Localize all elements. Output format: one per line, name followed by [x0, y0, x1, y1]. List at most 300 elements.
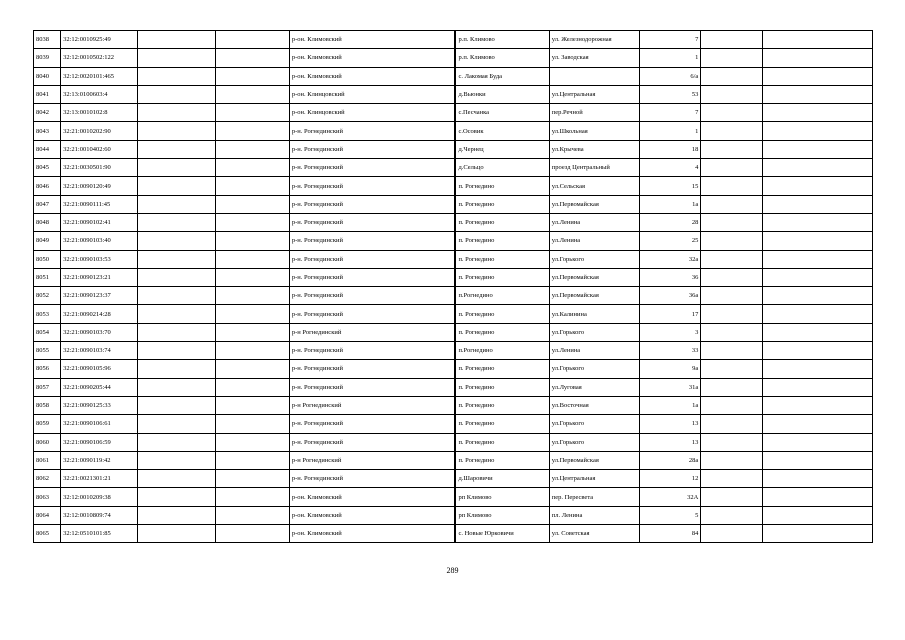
cadastral-number-cell: 32:21:0090119:42 [61, 451, 138, 469]
row-number-cell: 8062 [34, 470, 61, 488]
blank-col-b-cell [215, 122, 289, 140]
row-number-cell: 8044 [34, 140, 61, 158]
table-row [34, 67, 873, 85]
blank-col-a-cell [138, 305, 215, 323]
blank-col-a-cell [138, 470, 215, 488]
locality-cell: п. Рогнедино [456, 360, 549, 378]
locality-cell: п. Рогнедино [456, 451, 549, 469]
street-cell: ул.Горького [549, 433, 639, 451]
blank-col-b-cell [215, 213, 289, 231]
cadastral-number-cell: 32:21:0090125:33 [61, 396, 138, 414]
locality-cell: п. Рогнедино [456, 415, 549, 433]
table-row [34, 31, 873, 49]
blank-col-e-cell [762, 268, 872, 286]
house-number-cell: 25 [640, 232, 701, 250]
district-cell: р-н. Рогнединский [289, 122, 455, 140]
district-cell: р-н Рогнединский [289, 323, 455, 341]
blank-col-b-cell [215, 342, 289, 360]
blank-col-e-cell [762, 415, 872, 433]
district-cell: р-он. Климовский [289, 506, 455, 524]
house-number-cell: 53 [640, 85, 701, 103]
cadastral-number-cell: 32:21:0090102:41 [61, 213, 138, 231]
locality-cell: п.Рогнедино [456, 287, 549, 305]
blank-col-d-cell [701, 195, 762, 213]
street-cell: ул.Первомайская [549, 287, 639, 305]
blank-col-d-cell [701, 287, 762, 305]
blank-col-b-cell [215, 67, 289, 85]
blank-col-e-cell [762, 305, 872, 323]
blank-col-b-cell [215, 49, 289, 67]
locality-cell: п. Рогнедино [456, 396, 549, 414]
house-number-cell: 3 [640, 323, 701, 341]
cadastral-number-cell: 32:21:0090123:21 [61, 268, 138, 286]
blank-col-d-cell [701, 342, 762, 360]
table-row [34, 49, 873, 67]
table-row [34, 122, 873, 140]
blank-col-a-cell [138, 122, 215, 140]
blank-col-b-cell [215, 378, 289, 396]
district-cell: р-н Рогнединский [289, 396, 455, 414]
cadastral-number-cell: 32:12:0010502:122 [61, 49, 138, 67]
locality-cell: с. Новые Юрковичи [456, 525, 549, 543]
blank-col-e-cell [762, 360, 872, 378]
row-number-cell: 8046 [34, 177, 61, 195]
blank-col-d-cell [701, 250, 762, 268]
district-cell: р-н. Рогнединский [289, 470, 455, 488]
blank-col-a-cell [138, 433, 215, 451]
cadastral-number-cell: 32:21:0090205:44 [61, 378, 138, 396]
cadastral-number-cell: 32:21:0090106:61 [61, 415, 138, 433]
blank-col-a-cell [138, 31, 215, 49]
row-number-cell: 8048 [34, 213, 61, 231]
table-row [34, 159, 873, 177]
blank-col-b-cell [215, 488, 289, 506]
blank-col-a-cell [138, 378, 215, 396]
street-cell: ул.Сельская [549, 177, 639, 195]
blank-col-b-cell [215, 177, 289, 195]
locality-cell: д.Шаровичи [456, 470, 549, 488]
row-number-cell: 8058 [34, 396, 61, 414]
street-cell: пер. Пересвета [549, 488, 639, 506]
house-number-cell: 1а [640, 396, 701, 414]
district-cell: р-н. Рогнединский [289, 232, 455, 250]
blank-col-b-cell [215, 415, 289, 433]
house-number-cell: 18 [640, 140, 701, 158]
cadastral-number-cell: 32:21:0010402:60 [61, 140, 138, 158]
row-number-cell: 8047 [34, 195, 61, 213]
blank-col-e-cell [762, 250, 872, 268]
locality-cell: п. Рогнедино [456, 250, 549, 268]
locality-cell: п. Рогнедино [456, 177, 549, 195]
blank-col-d-cell [701, 49, 762, 67]
row-number-cell: 8064 [34, 506, 61, 524]
blank-col-d-cell [701, 488, 762, 506]
district-cell: р-он. Климовский [289, 525, 455, 543]
blank-col-a-cell [138, 250, 215, 268]
cadastral-number-cell: 32:12:0510101:85 [61, 525, 138, 543]
district-cell: р-он. Климовский [289, 67, 455, 85]
blank-col-a-cell [138, 525, 215, 543]
street-cell: ул.Первомайская [549, 268, 639, 286]
house-number-cell: 13 [640, 433, 701, 451]
street-cell [549, 67, 639, 85]
district-cell: р-н Рогнединский [289, 451, 455, 469]
table-row [34, 360, 873, 378]
house-number-cell: 7 [640, 104, 701, 122]
cadastral-number-cell: 32:21:0090103:70 [61, 323, 138, 341]
street-cell: пл. Ленина [549, 506, 639, 524]
row-number-cell: 8056 [34, 360, 61, 378]
blank-col-e-cell [762, 232, 872, 250]
blank-col-a-cell [138, 342, 215, 360]
locality-cell: р.п. Климово [456, 31, 549, 49]
house-number-cell: 17 [640, 305, 701, 323]
table-row [34, 433, 873, 451]
cadastral-number-cell: 32:21:0010202:90 [61, 122, 138, 140]
cadastral-number-cell: 32:21:0090105:96 [61, 360, 138, 378]
street-cell: ул.Ленина [549, 342, 639, 360]
blank-col-a-cell [138, 287, 215, 305]
table-row [34, 342, 873, 360]
row-number-cell: 8042 [34, 104, 61, 122]
house-number-cell: 32а [640, 250, 701, 268]
blank-col-d-cell [701, 122, 762, 140]
blank-col-d-cell [701, 415, 762, 433]
district-cell: р-н. Рогнединский [289, 177, 455, 195]
street-cell: ул.Первомайская [549, 195, 639, 213]
street-cell: ул.Первомайская [549, 451, 639, 469]
table-row [34, 287, 873, 305]
blank-col-a-cell [138, 451, 215, 469]
locality-cell: д.Чернец [456, 140, 549, 158]
blank-col-d-cell [701, 104, 762, 122]
blank-col-a-cell [138, 140, 215, 158]
table-body [34, 31, 873, 543]
cadastral-number-cell: 32:12:0010209:38 [61, 488, 138, 506]
blank-col-b-cell [215, 159, 289, 177]
blank-col-a-cell [138, 268, 215, 286]
cadastral-number-cell: 32:21:0090111:45 [61, 195, 138, 213]
table-row [34, 232, 873, 250]
table-row [34, 525, 873, 543]
table-row [34, 323, 873, 341]
blank-col-b-cell [215, 506, 289, 524]
blank-col-e-cell [762, 140, 872, 158]
house-number-cell: 1 [640, 122, 701, 140]
house-number-cell: 5 [640, 506, 701, 524]
district-cell: р-он. Клинцовский [289, 85, 455, 103]
row-number-cell: 8049 [34, 232, 61, 250]
locality-cell: р.п. Климово [456, 49, 549, 67]
blank-col-d-cell [701, 525, 762, 543]
house-number-cell: 36 [640, 268, 701, 286]
table-row [34, 104, 873, 122]
row-number-cell: 8061 [34, 451, 61, 469]
locality-cell: п. Рогнедино [456, 268, 549, 286]
street-cell: ул.Крычева [549, 140, 639, 158]
locality-cell: п. Рогнедино [456, 378, 549, 396]
district-cell: р-н. Рогнединский [289, 378, 455, 396]
blank-col-e-cell [762, 525, 872, 543]
table-row [34, 415, 873, 433]
locality-cell: п. Рогнедино [456, 232, 549, 250]
district-cell: р-н. Рогнединский [289, 360, 455, 378]
locality-cell: с.Песчанка [456, 104, 549, 122]
blank-col-e-cell [762, 451, 872, 469]
blank-col-a-cell [138, 67, 215, 85]
blank-col-d-cell [701, 396, 762, 414]
cadastral-number-cell: 32:13:0100603:4 [61, 85, 138, 103]
house-number-cell: 1а [640, 195, 701, 213]
street-cell: ул.Восточная [549, 396, 639, 414]
district-cell: р-н. Рогнединский [289, 433, 455, 451]
blank-col-b-cell [215, 232, 289, 250]
blank-col-a-cell [138, 415, 215, 433]
table-row [34, 396, 873, 414]
locality-cell: п. Рогнедино [456, 323, 549, 341]
blank-col-b-cell [215, 305, 289, 323]
row-number-cell: 8055 [34, 342, 61, 360]
blank-col-e-cell [762, 488, 872, 506]
blank-col-b-cell [215, 140, 289, 158]
row-number-cell: 8060 [34, 433, 61, 451]
locality-cell: с.Осовик [456, 122, 549, 140]
blank-col-e-cell [762, 396, 872, 414]
blank-col-e-cell [762, 159, 872, 177]
blank-col-a-cell [138, 85, 215, 103]
house-number-cell: 84 [640, 525, 701, 543]
street-cell: ул.Школьная [549, 122, 639, 140]
district-cell: р-н. Рогнединский [289, 415, 455, 433]
street-cell: ул.Калинина [549, 305, 639, 323]
street-cell: ул.Горького [549, 323, 639, 341]
street-cell: ул. Заводская [549, 49, 639, 67]
locality-cell: рп Климово [456, 506, 549, 524]
cadastral-number-cell: 32:21:0090103:53 [61, 250, 138, 268]
district-cell: р-н. Рогнединский [289, 268, 455, 286]
street-cell: ул.Горького [549, 250, 639, 268]
blank-col-a-cell [138, 360, 215, 378]
street-cell: ул.Луговая [549, 378, 639, 396]
cadastral-number-cell: 32:21:0030501:90 [61, 159, 138, 177]
house-number-cell: 31а [640, 378, 701, 396]
blank-col-e-cell [762, 378, 872, 396]
row-number-cell: 8039 [34, 49, 61, 67]
street-cell: проезд Центральный [549, 159, 639, 177]
cadastral-number-cell: 32:12:0020101:465 [61, 67, 138, 85]
blank-col-d-cell [701, 177, 762, 195]
cadastral-number-cell: 32:12:0010809:74 [61, 506, 138, 524]
cadastral-number-cell: 32:21:0090120:49 [61, 177, 138, 195]
district-cell: р-н. Рогнединский [289, 250, 455, 268]
blank-col-d-cell [701, 378, 762, 396]
blank-col-b-cell [215, 104, 289, 122]
cadastral-number-cell: 32:12:0010925:49 [61, 31, 138, 49]
blank-col-d-cell [701, 360, 762, 378]
house-number-cell: 7 [640, 31, 701, 49]
row-number-cell: 8045 [34, 159, 61, 177]
blank-col-b-cell [215, 525, 289, 543]
row-number-cell: 8057 [34, 378, 61, 396]
cadastral-number-cell: 32:21:0021301:21 [61, 470, 138, 488]
row-number-cell: 8059 [34, 415, 61, 433]
cadastral-number-cell: 32:21:0090214:28 [61, 305, 138, 323]
row-number-cell: 8050 [34, 250, 61, 268]
blank-col-e-cell [762, 85, 872, 103]
row-number-cell: 8054 [34, 323, 61, 341]
blank-col-a-cell [138, 213, 215, 231]
locality-cell: п. Рогнедино [456, 213, 549, 231]
blank-col-e-cell [762, 195, 872, 213]
blank-col-d-cell [701, 451, 762, 469]
blank-col-d-cell [701, 213, 762, 231]
district-cell: р-он. Клинцовский [289, 104, 455, 122]
house-number-cell: 6/а [640, 67, 701, 85]
blank-col-a-cell [138, 195, 215, 213]
blank-col-a-cell [138, 159, 215, 177]
blank-col-d-cell [701, 506, 762, 524]
blank-col-b-cell [215, 287, 289, 305]
house-number-cell: 12 [640, 470, 701, 488]
house-number-cell: 1 [640, 49, 701, 67]
blank-col-a-cell [138, 396, 215, 414]
street-cell: ул.Ленина [549, 213, 639, 231]
blank-col-b-cell [215, 323, 289, 341]
blank-col-a-cell [138, 104, 215, 122]
blank-col-a-cell [138, 323, 215, 341]
table-row [34, 177, 873, 195]
blank-col-e-cell [762, 31, 872, 49]
blank-col-b-cell [215, 451, 289, 469]
row-number-cell: 8053 [34, 305, 61, 323]
house-number-cell: 28а [640, 451, 701, 469]
row-number-cell: 8038 [34, 31, 61, 49]
blank-col-d-cell [701, 305, 762, 323]
row-number-cell: 8065 [34, 525, 61, 543]
locality-cell: д.Вьюнки [456, 85, 549, 103]
blank-col-d-cell [701, 140, 762, 158]
district-cell: р-н. Рогнединский [289, 305, 455, 323]
blank-col-a-cell [138, 488, 215, 506]
blank-col-e-cell [762, 49, 872, 67]
blank-col-e-cell [762, 213, 872, 231]
street-cell: ул.Ленина [549, 232, 639, 250]
blank-col-a-cell [138, 232, 215, 250]
cadastral-number-cell: 32:21:0090106:59 [61, 433, 138, 451]
blank-col-d-cell [701, 159, 762, 177]
district-cell: р-н. Рогнединский [289, 140, 455, 158]
street-cell: ул.Горького [549, 415, 639, 433]
blank-col-e-cell [762, 323, 872, 341]
blank-col-e-cell [762, 104, 872, 122]
house-number-cell: 32А [640, 488, 701, 506]
row-number-cell: 8041 [34, 85, 61, 103]
locality-cell: д.Сельцо [456, 159, 549, 177]
blank-col-e-cell [762, 506, 872, 524]
street-cell: ул. Железнодорожная [549, 31, 639, 49]
district-cell: р-н. Рогнединский [289, 342, 455, 360]
page-number: 289 [446, 566, 459, 575]
row-number-cell: 8043 [34, 122, 61, 140]
blank-col-d-cell [701, 433, 762, 451]
locality-cell: рп Климово [456, 488, 549, 506]
blank-col-a-cell [138, 49, 215, 67]
table-row [34, 378, 873, 396]
table-row [34, 213, 873, 231]
house-number-cell: 9а [640, 360, 701, 378]
blank-col-e-cell [762, 67, 872, 85]
locality-cell: п. Рогнедино [456, 195, 549, 213]
blank-col-b-cell [215, 268, 289, 286]
blank-col-b-cell [215, 360, 289, 378]
locality-cell: п.Рогнедино [456, 342, 549, 360]
table-row [34, 506, 873, 524]
table-row [34, 488, 873, 506]
street-cell: ул.Горького [549, 360, 639, 378]
blank-col-d-cell [701, 232, 762, 250]
table-row [34, 140, 873, 158]
row-number-cell: 8040 [34, 67, 61, 85]
district-cell: р-н. Рогнединский [289, 195, 455, 213]
blank-col-d-cell [701, 67, 762, 85]
blank-col-b-cell [215, 433, 289, 451]
district-cell: р-н. Рогнединский [289, 159, 455, 177]
house-number-cell: 15 [640, 177, 701, 195]
row-number-cell: 8063 [34, 488, 61, 506]
cadastral-number-cell: 32:13:0010102:8 [61, 104, 138, 122]
house-number-cell: 36а [640, 287, 701, 305]
blank-col-e-cell [762, 287, 872, 305]
house-number-cell: 28 [640, 213, 701, 231]
district-cell: р-он. Климовский [289, 49, 455, 67]
table-row [34, 250, 873, 268]
district-cell: р-н. Рогнединский [289, 213, 455, 231]
table-row [34, 451, 873, 469]
locality-cell: п. Рогнедино [456, 433, 549, 451]
blank-col-e-cell [762, 177, 872, 195]
blank-col-e-cell [762, 342, 872, 360]
blank-col-b-cell [215, 195, 289, 213]
district-cell: р-н. Рогнединский [289, 287, 455, 305]
blank-col-d-cell [701, 85, 762, 103]
blank-col-e-cell [762, 433, 872, 451]
blank-col-b-cell [215, 85, 289, 103]
blank-col-a-cell [138, 506, 215, 524]
row-number-cell: 8052 [34, 287, 61, 305]
blank-col-a-cell [138, 177, 215, 195]
street-cell: ул. Советская [549, 525, 639, 543]
table-row [34, 305, 873, 323]
table-row [34, 470, 873, 488]
blank-col-b-cell [215, 470, 289, 488]
street-cell: ул.Центральная [549, 85, 639, 103]
street-cell: пер.Речной [549, 104, 639, 122]
street-cell: ул.Центральная [549, 470, 639, 488]
table-row [34, 85, 873, 103]
row-number-cell: 8051 [34, 268, 61, 286]
blank-col-e-cell [762, 122, 872, 140]
house-number-cell: 13 [640, 415, 701, 433]
property-register-table [33, 30, 873, 543]
blank-col-d-cell [701, 323, 762, 341]
house-number-cell: 4 [640, 159, 701, 177]
blank-col-b-cell [215, 396, 289, 414]
cadastral-number-cell: 32:21:0090103:40 [61, 232, 138, 250]
locality-cell: с. Лакомая Буда [456, 67, 549, 85]
blank-col-d-cell [701, 268, 762, 286]
table-row [34, 195, 873, 213]
blank-col-d-cell [701, 31, 762, 49]
